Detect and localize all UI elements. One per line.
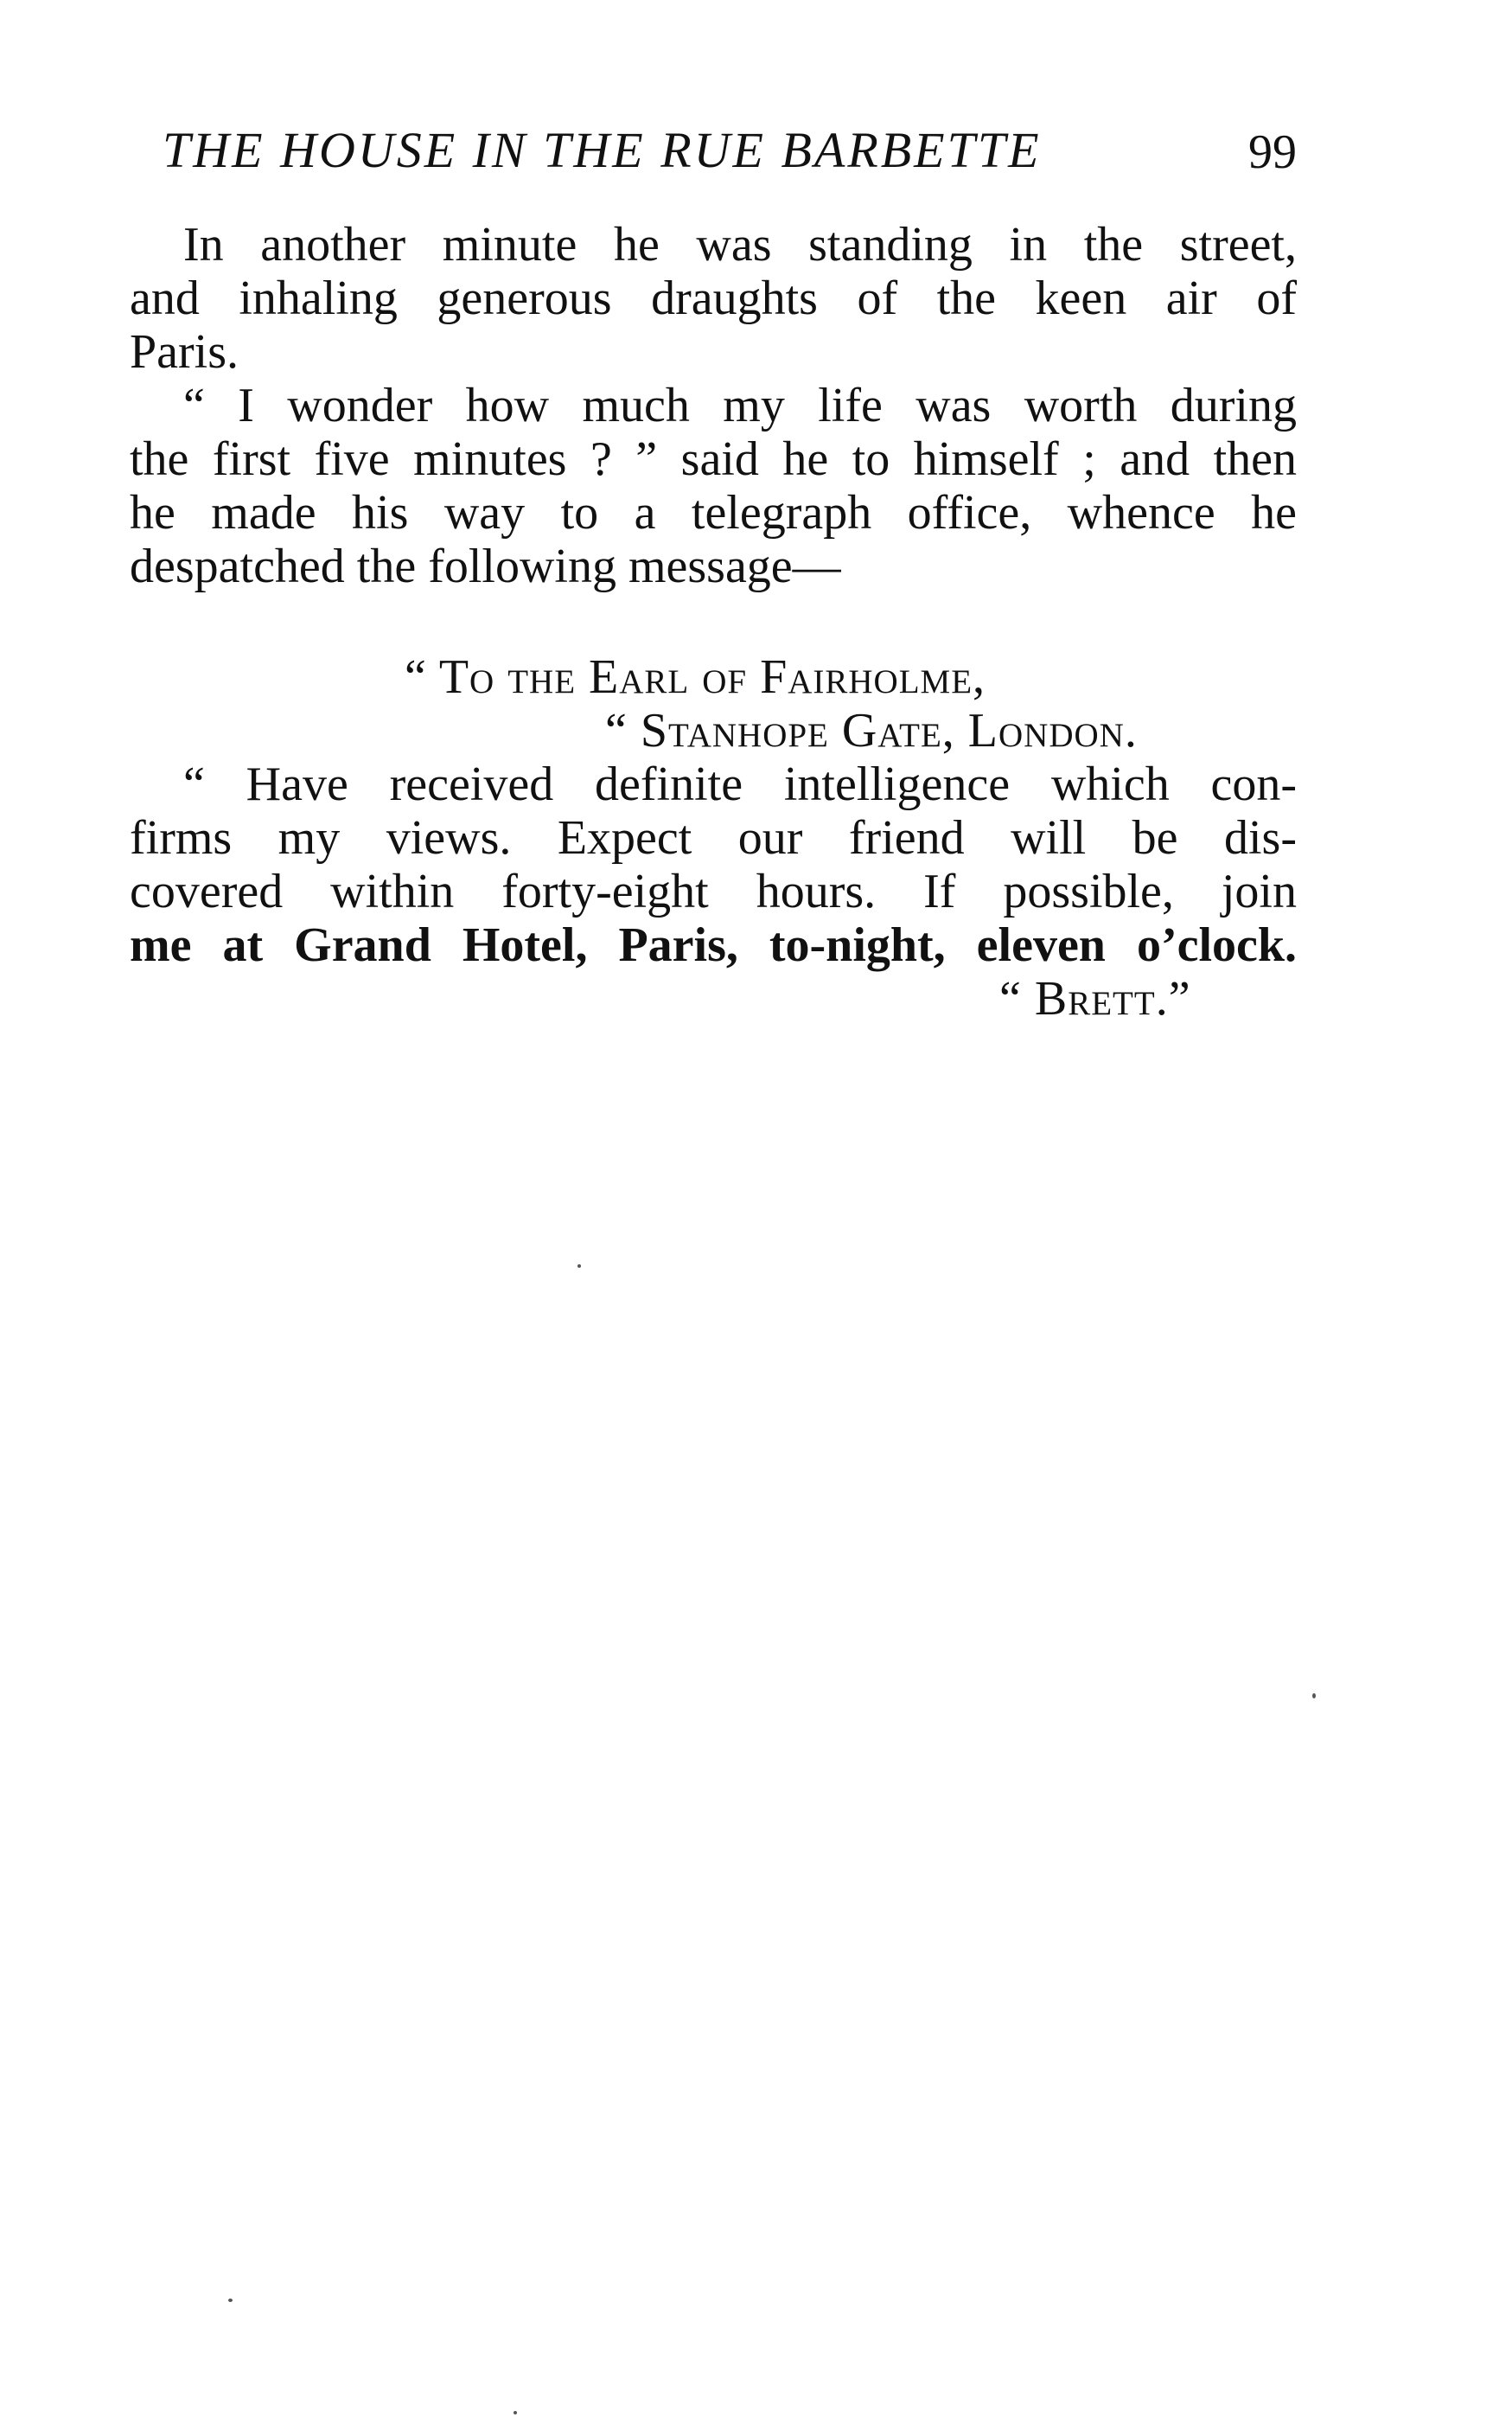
page-header (163, 121, 1297, 190)
text-line: despatched the following message— (130, 540, 841, 593)
text-line: Paris. (130, 325, 239, 379)
text-line: covered within forty-eight hours. If possible, join (130, 865, 1297, 918)
text-line: the first five minutes ? ” said he to himself ; and then (130, 432, 1297, 486)
paper-speck (228, 2299, 233, 2302)
telegram-address-line-1: “ To the Earl of Fairholme, (405, 650, 986, 704)
paper-speck (514, 2411, 517, 2414)
telegram-body (130, 758, 1297, 972)
page-number: 99 (1248, 125, 1297, 179)
text-line: In another minute he was standing in the street, (183, 218, 1297, 272)
paper-speck (1312, 1693, 1316, 1698)
telegram-address-line-2: “ Stanhope Gate, London. (605, 704, 1138, 758)
running-title: THE HOUSE IN THE RUE BARBETTE (163, 122, 1042, 178)
text-line: firms my views. Expect our friend will be dis- (130, 811, 1297, 865)
text-line: he made his way to a telegraph office, whence he (130, 486, 1297, 540)
text-line: and inhaling generous draughts of the keen air of (130, 272, 1297, 325)
text-line: “ I wonder how much my life was worth during (183, 379, 1297, 432)
paragraph-1 (130, 218, 1297, 379)
text-line: me at Grand Hotel, Paris, to-night, eleven o’clock. (130, 918, 1297, 972)
paper-speck (577, 1264, 581, 1268)
telegram-signature: “ Brett.” (999, 972, 1191, 1026)
paragraph-2 (130, 379, 1297, 593)
text-line: “ Have received definite intelligence which con- (183, 758, 1297, 811)
